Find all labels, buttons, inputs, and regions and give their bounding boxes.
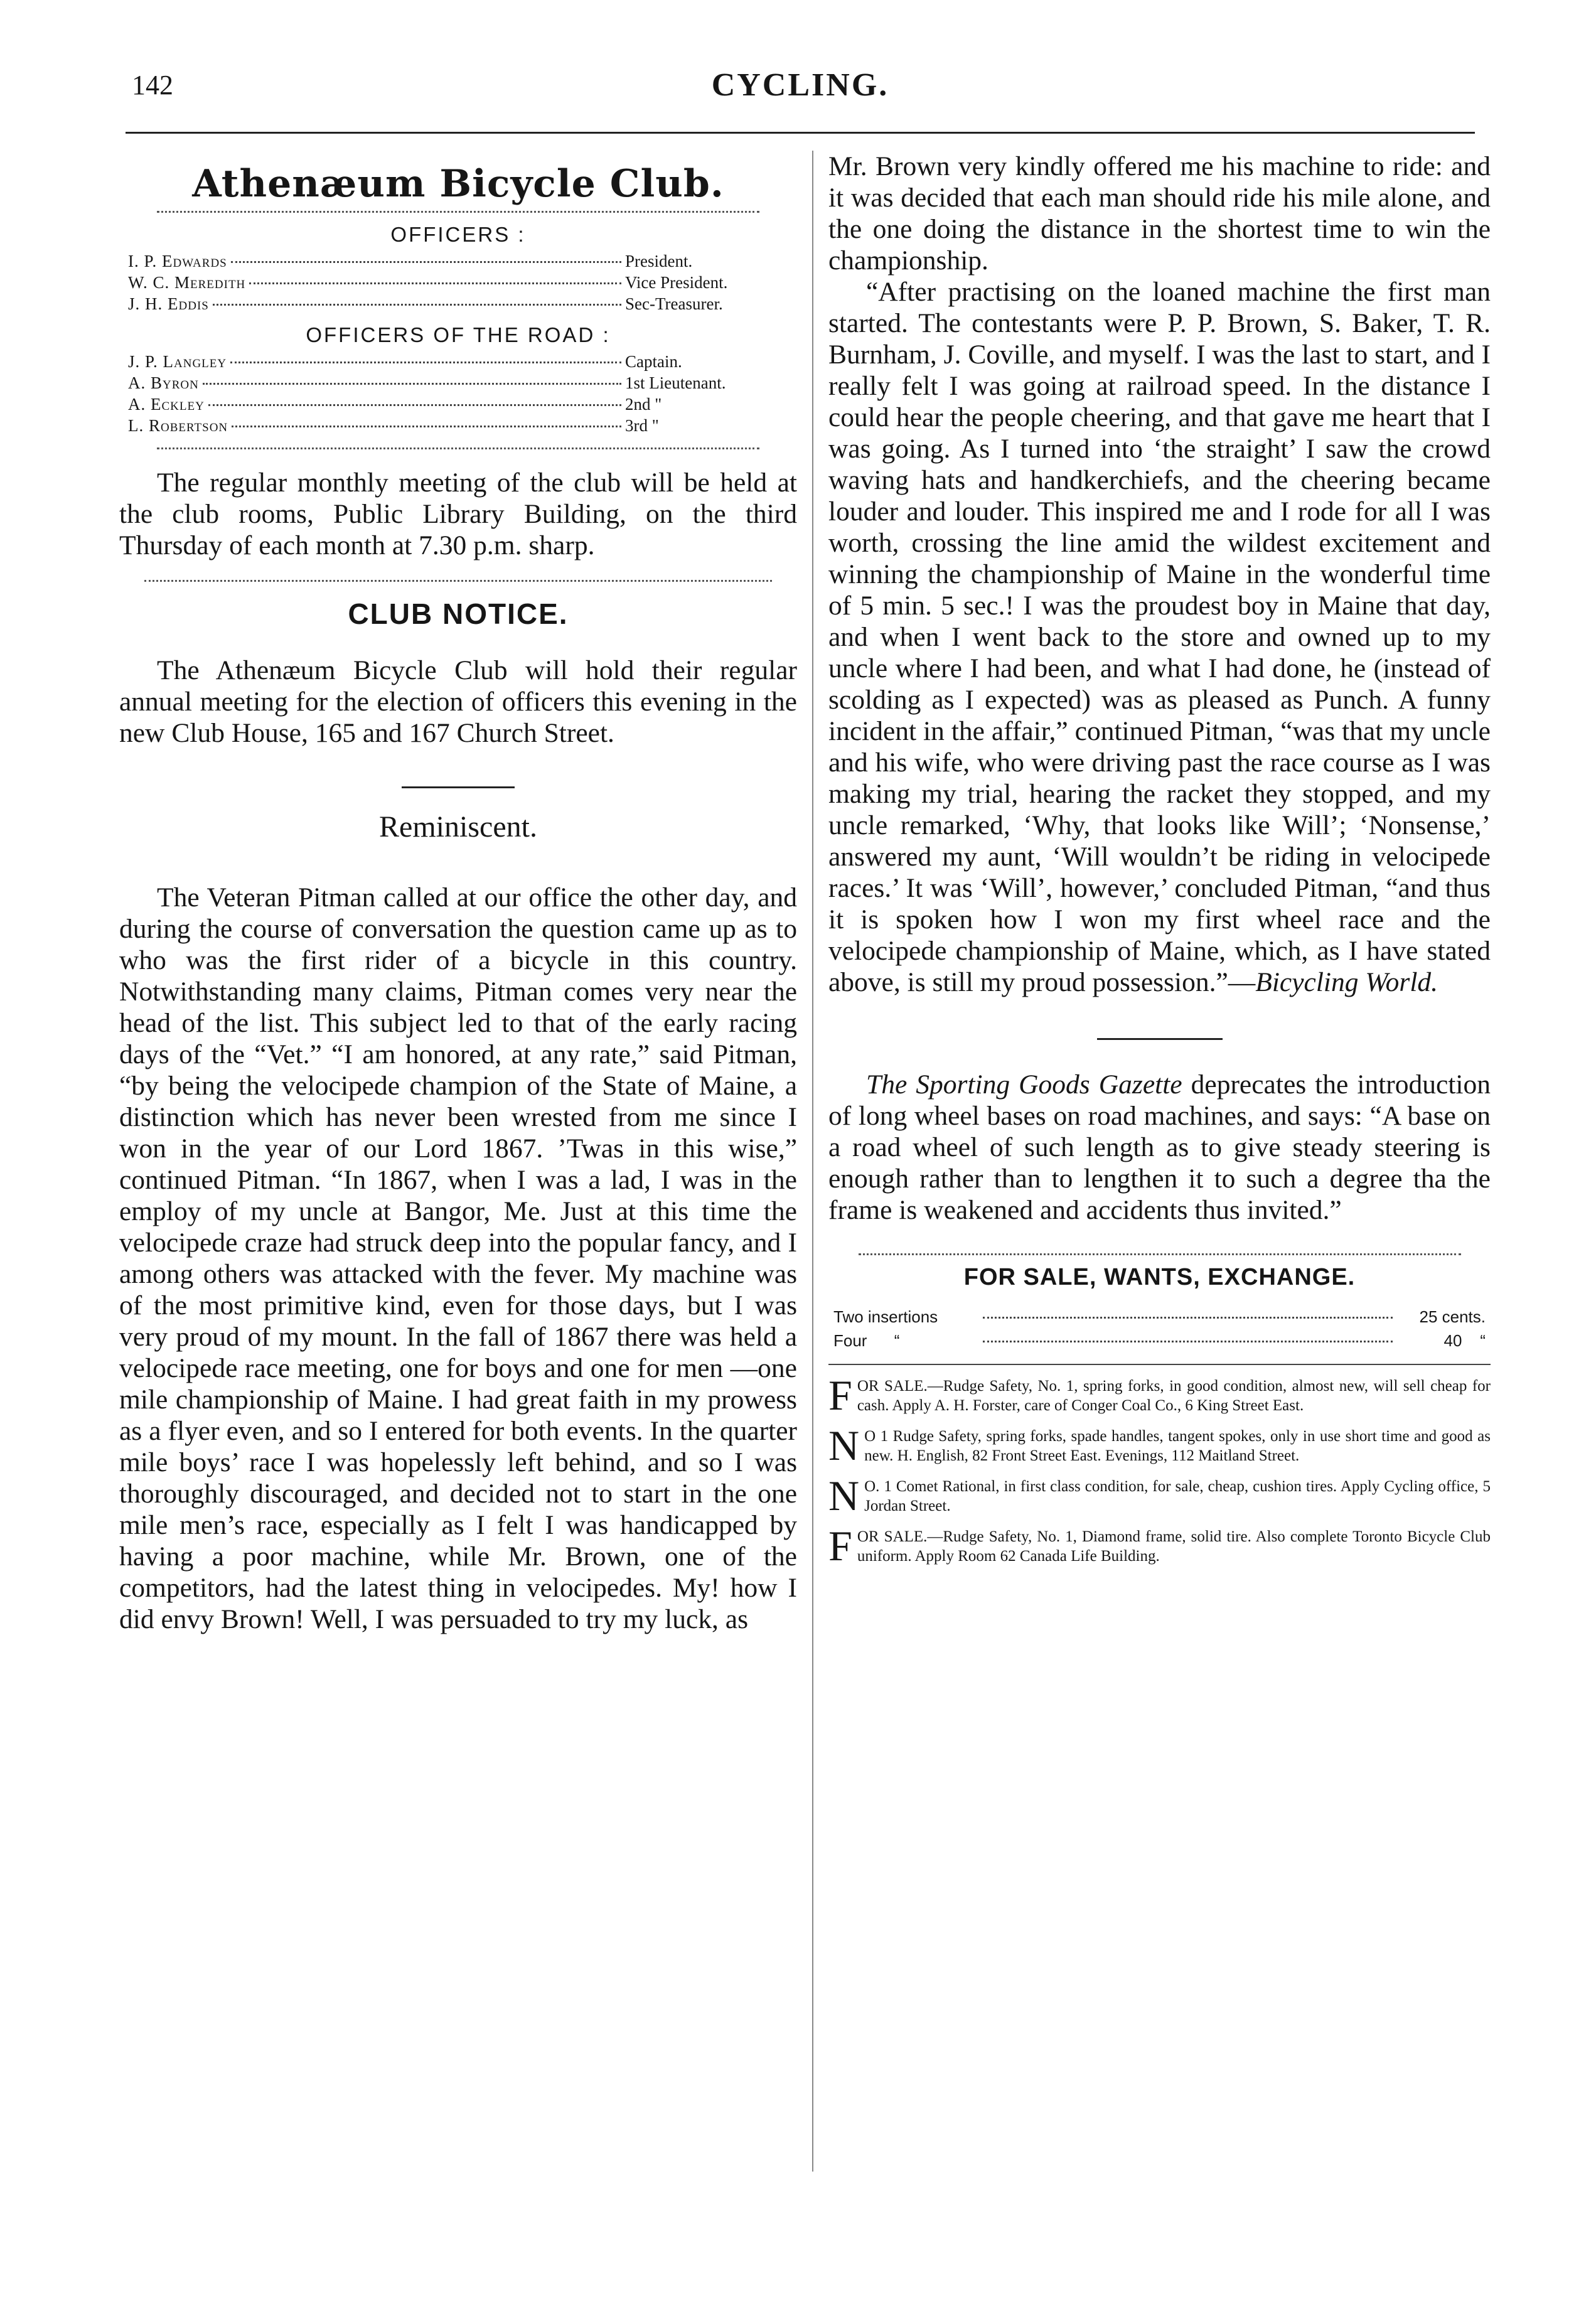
section-divider xyxy=(144,580,772,582)
officer-row xyxy=(128,272,788,293)
reminiscent-text: The Veteran Pitman called at our office the other day, and during the course of conversation the question came up as to who was the first rider of a bicycle in this country. Notwithstanding many claims, Pitman comes very near the head of the list. This subject led to that of the early racing days of the “Vet.” “I am honored, at any rate,” said Pitman, “by being the velocipede champion of the State of Maine, a distinction which has never been wrested from me since I won in the year of our Lord 1867. ’Twas in this wise,” continued Pitman. “In 1867, when I was a lad, I was in the employ of my uncle at Bangor, Me. Just at this time the velocipede craze had struck deep into the popular fancy, and I among others was attacked with the fever. My machine was of the most primitive kind, even for those days, but I was very proud of my mount. In the fall of 1867 there was held a velocipede race meeting, one for boys and one for men —one mile championship of Maine. I had great faith in my prowess as a flyer even, and so I entered for both events. In the quarter mile boys’ race I was hopelessly left behind, and so I was thoroughly discouraged, and decided not to start in the one mile men’s race, especially as I felt I was handicapped by having a poor machine, while Mr. Brown, one of the competitors, had the latest thing in velocipedes. My! how I did envy Brown! Well, I was persuaded to try my luck, as xyxy=(119,882,797,1634)
column-divider xyxy=(812,151,813,2172)
officer-name: W. C. Meredith xyxy=(128,273,246,292)
officer-row xyxy=(128,372,788,394)
dot-leader xyxy=(203,383,621,385)
ad-text: O. 1 Comet Rational, in first class condition, for sale, cheap, cushion tires. Apply Cycling office, 5 Jordan Street. xyxy=(864,1478,1491,1514)
officer-title: Captain. xyxy=(625,352,682,371)
officer-title: 2nd " xyxy=(625,395,662,414)
officer-name: J. H. Eddis xyxy=(128,294,209,313)
left-column xyxy=(119,151,797,1635)
officers-list xyxy=(119,250,797,314)
officer-name: J. P. Langley xyxy=(128,352,227,371)
rates-list xyxy=(828,1305,1491,1353)
classified-ad xyxy=(828,1522,1491,1570)
header-rule xyxy=(126,132,1475,134)
road-officers-list xyxy=(119,351,797,436)
officer-title: 3rd " xyxy=(625,416,659,435)
meeting-text: The regular monthly meeting of the club will be held at the club rooms, Public Library Building, on the third Thursday of each month at 7.30 p.m. sharp. xyxy=(119,468,797,560)
rate-row xyxy=(833,1305,1486,1329)
reminiscent-title: Reminiscent. xyxy=(379,810,537,844)
gazette-paragraph xyxy=(828,1069,1491,1226)
officers-heading: OFFICERS : xyxy=(390,223,526,246)
dot-leader xyxy=(983,1317,1393,1319)
reminiscent-continued-2 xyxy=(828,276,1491,998)
club-notice-title: CLUB NOTICE. xyxy=(348,597,569,630)
club-notice-text: The Athenæum Bicycle Club will hold their regular annual meeting for the election of officers this evening in the new Club House, 165 and 167 Church Street. xyxy=(119,655,797,748)
rate-price: 40 “ xyxy=(1443,1331,1486,1350)
gazette-name: The Sporting Goods Gazette xyxy=(866,1069,1182,1100)
club-title: Athenæum Bicycle Club. xyxy=(192,162,724,206)
officer-title: 1st Lieutenant. xyxy=(625,373,726,392)
rate-label: Four “ xyxy=(833,1331,900,1350)
running-title: CYCLING. xyxy=(711,67,889,103)
ad-text: OR SALE.—Rudge Safety, No. 1, Diamond frame, solid tire. Also complete Toronto Bicycle Club uniform. Apply Room 62 Canada Life Building. xyxy=(857,1528,1491,1565)
rate-row xyxy=(833,1329,1486,1353)
reminiscent-text-part: “After practising on the loaned machine the first man started. The contestants were P. P. Brown, S. Baker, T. R. Burnham, J. Coville, and myself. I was the last to start, and I really felt I was going at railroad speed. In the distance I could hear the people cheering, and that gave me heart that I was going. As I turned into ‘the straight’ I saw the crowd waving hats and handkerchiefs, and the cheering became louder and louder. This inspired me and I rode for all I was worth, crossing the line amid the wildest excitement and winning the championship of Maine in the wonderful time of 5 min. 5 sec.! I was the proudest boy in Maine that day, and when I went back to the store and owned up to my uncle where I had been, and what I had done, he (instead of scolding as I expected) was as pleased as Punch. A funny incident in the affair,” continued Pitman, “was that my uncle and his wife, who were driving past the race course as I was making my trial, hearing the racket they stopped, and my uncle remarked, ‘Why, that looks like Will’; ‘Nonsense,’ answered my aunt, ‘Will wouldn’t be riding in velocipede races.’ It was ‘Will’, however,’ concluded Pitman, “and thus it is spoken how I won my first wheel race and the velocipede championship of Maine, which, as I have stated above, is still my proud possession.”— xyxy=(828,277,1491,997)
officer-name: A. Eckley xyxy=(128,395,205,414)
dot-leader xyxy=(232,426,621,427)
ad-initial: F xyxy=(828,1522,852,1570)
page-header xyxy=(132,69,1469,126)
ad-text: OR SALE.—Rudge Safety, No. 1, spring forks, in good condition, almost new, will sell cheap for cash. Apply A. H. Forster, care of Conger Coal Co., 6 King Street East. xyxy=(857,1378,1491,1414)
ad-initial: N xyxy=(828,1422,860,1469)
dot-leader xyxy=(230,362,621,363)
dot-leader xyxy=(983,1341,1393,1342)
dot-leader xyxy=(208,404,621,406)
title-divider xyxy=(157,211,759,213)
rate-price: 25 cents. xyxy=(1419,1307,1486,1326)
ad-text: O 1 Rudge Safety, spring forks, spade handles, tangent spokes, only in use short time and good as new. H. English, 82 Front Street East. Evenings, 112 Maitland Street. xyxy=(864,1428,1491,1464)
officer-row xyxy=(128,351,788,372)
classifieds-rule xyxy=(828,1364,1491,1365)
dot-leader xyxy=(231,261,621,263)
rate-label: Two insertions xyxy=(833,1307,938,1326)
section-divider xyxy=(859,1253,1461,1255)
short-divider xyxy=(1097,1038,1223,1040)
officer-row xyxy=(128,394,788,415)
officer-name: L. Robertson xyxy=(128,416,228,435)
officer-title: Sec-Treasurer. xyxy=(625,294,723,313)
classified-ad xyxy=(828,1422,1491,1469)
ad-initial: N xyxy=(828,1472,860,1519)
officers-divider xyxy=(157,447,759,449)
officer-row xyxy=(128,250,788,272)
officer-name: A. Byron xyxy=(128,373,199,392)
page-number: 142 xyxy=(132,70,173,100)
source-citation: Bicycling World. xyxy=(1255,967,1438,997)
classified-ad xyxy=(828,1472,1491,1519)
for-sale-title: FOR SALE, WANTS, EXCHANGE. xyxy=(963,1264,1356,1290)
short-divider xyxy=(402,786,515,788)
classified-ad xyxy=(828,1371,1491,1419)
dot-leader xyxy=(213,304,621,306)
officer-row xyxy=(128,415,788,436)
officer-title: President. xyxy=(625,252,693,271)
officer-row xyxy=(128,293,788,314)
reminiscent-continued: Mr. Brown very kindly offered me his machine to ride: and it was decided that each man should ride his mile alone, and the one doing the distance in the shortest time to win the championship. xyxy=(828,151,1491,276)
dot-leader xyxy=(249,282,621,284)
gazette-text: deprecates the introduction of long wheel bases on road machines, and says: “A base on a road wheel of such length as to give steady steering is enough rather than to lengthen it to such a degree tha the frame is weakened and accidents thus invited.” xyxy=(828,1069,1491,1225)
right-column xyxy=(828,151,1491,1570)
officer-title: Vice President. xyxy=(625,273,728,292)
road-officers-heading: OFFICERS OF THE ROAD : xyxy=(306,323,611,346)
officer-name: I. P. Edwards xyxy=(128,252,227,271)
ad-initial: F xyxy=(828,1371,852,1419)
